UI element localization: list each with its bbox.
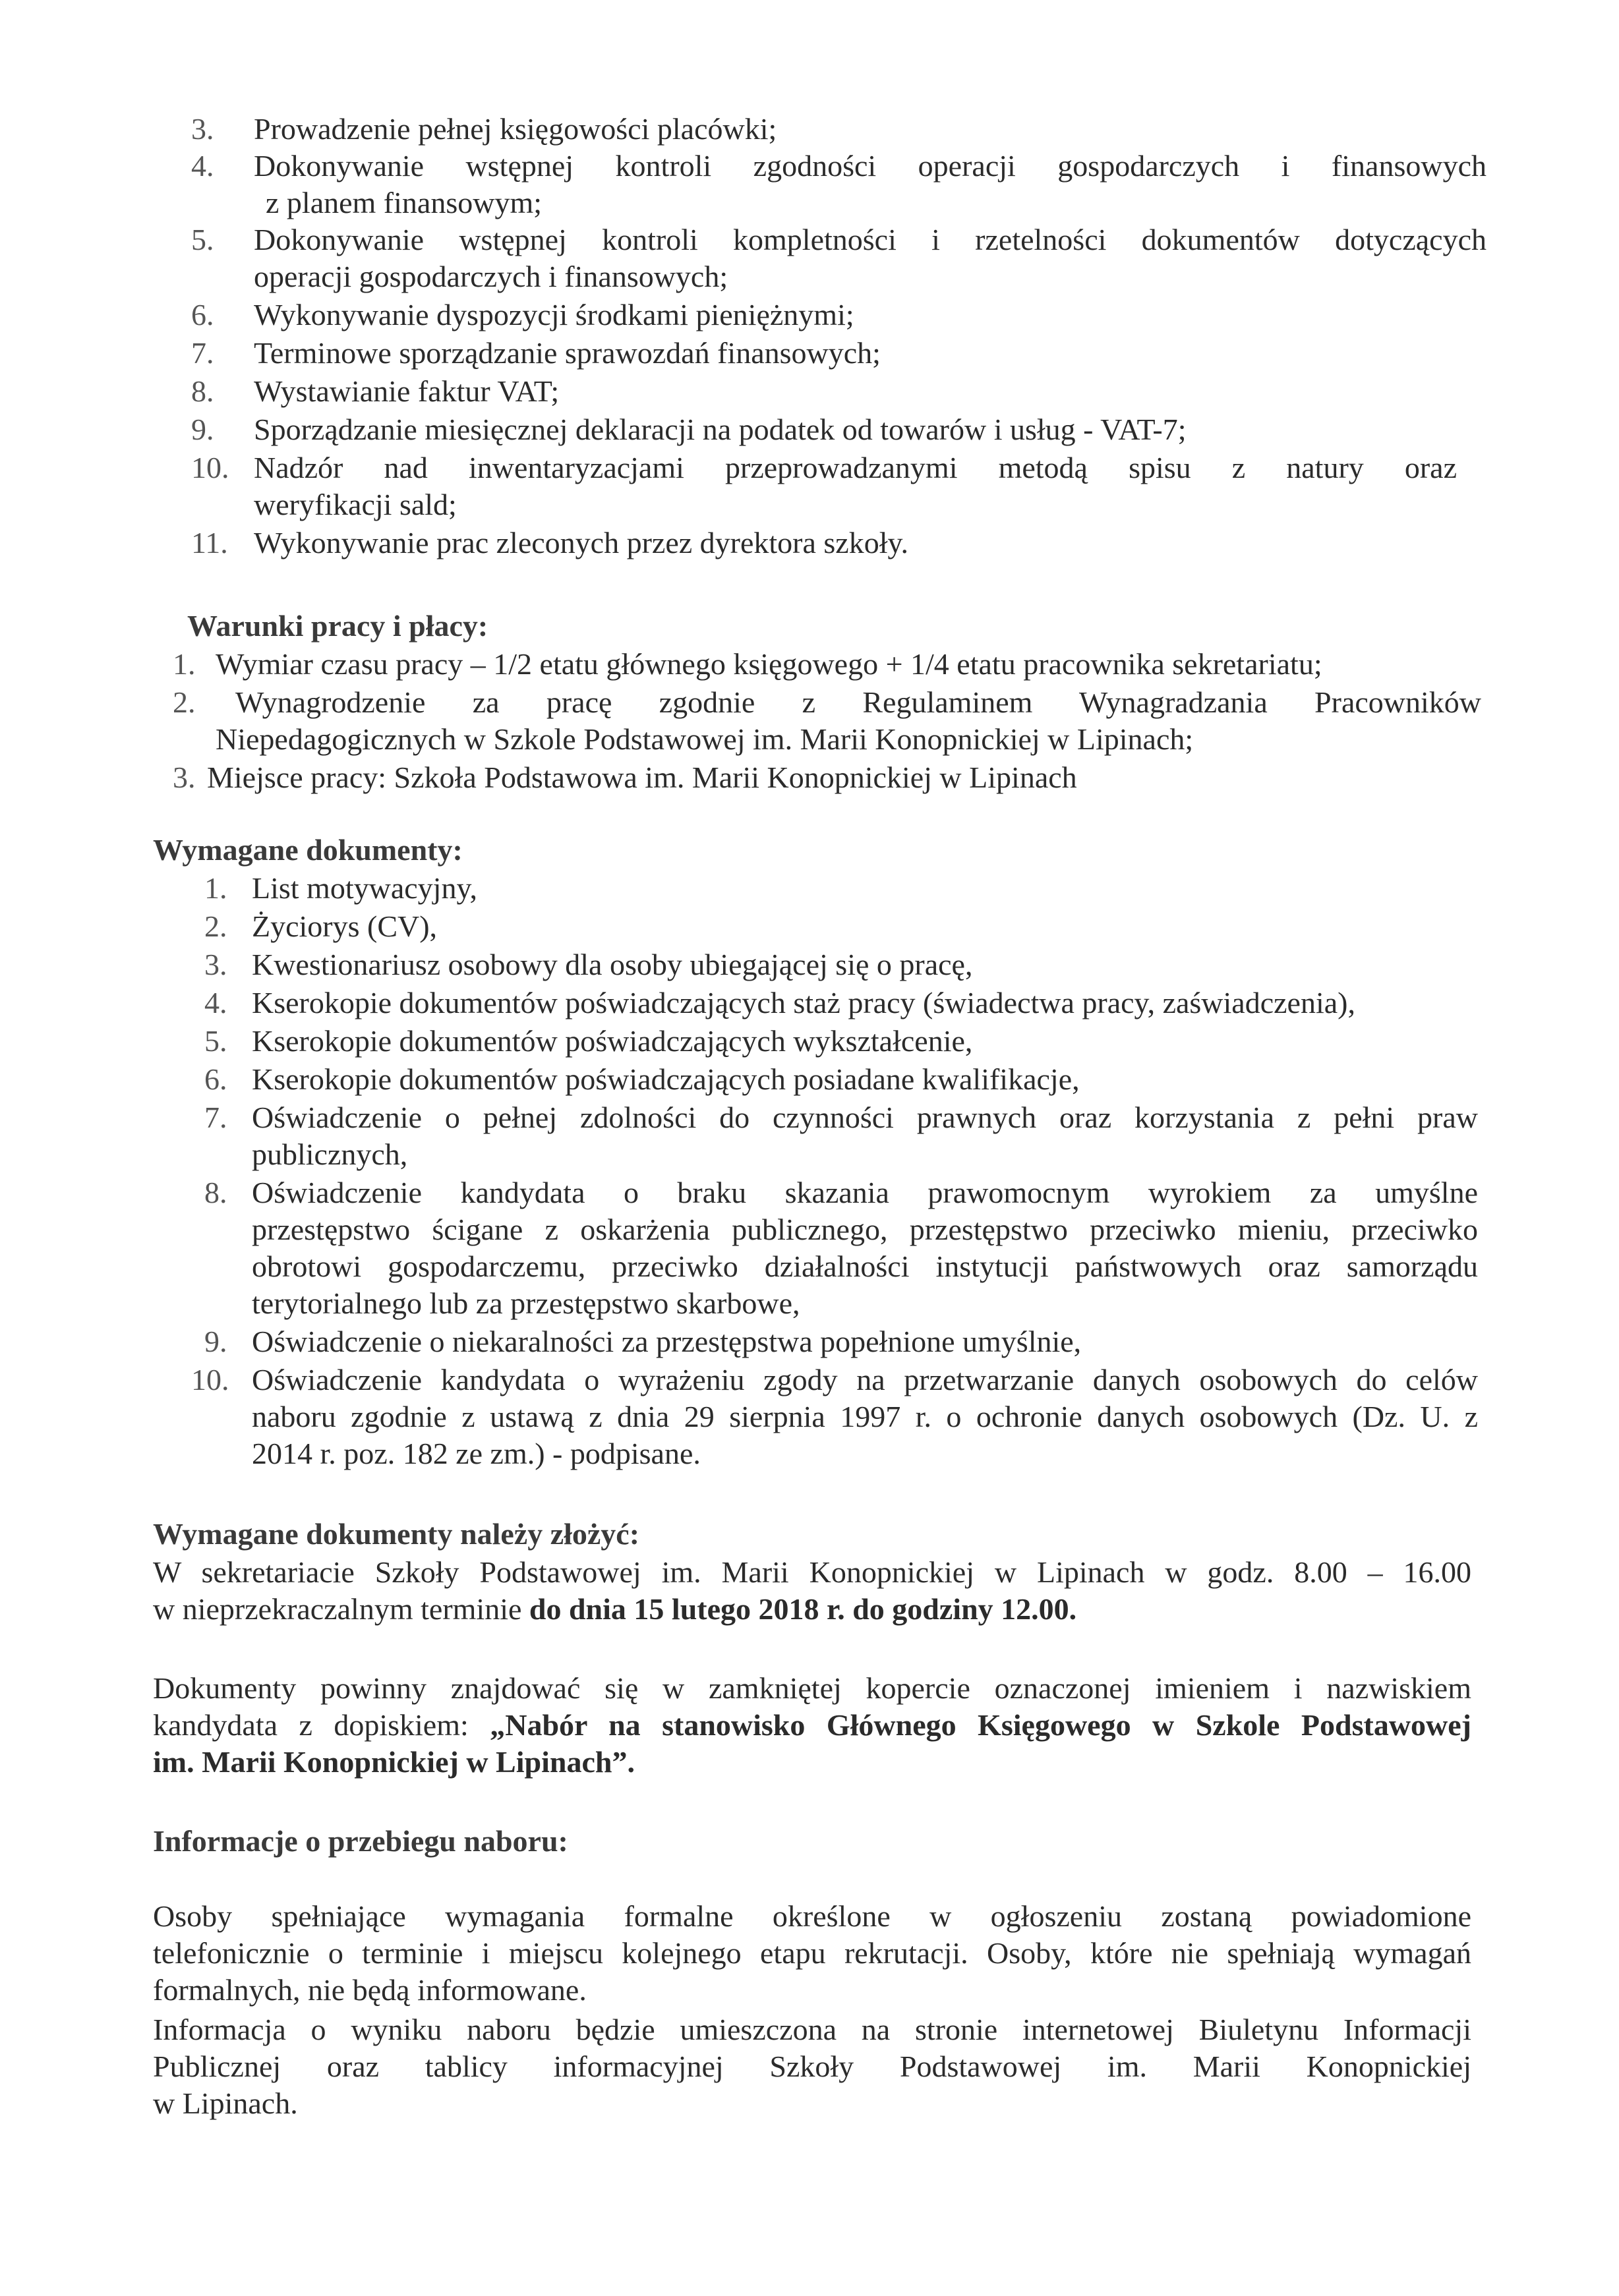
section-heading: Informacje o przebiegu naboru: [153,1824,568,1858]
list-item-text: Kserokopie dokumentów poświadczających staż pracy (świadectwa pracy, zaświadczenia), [252,986,1355,1019]
list-item-text: Oświadczenie kandydata o braku skazania prawomocnym wyrokiem za umyślne [252,1176,1478,1209]
list-item: 11. Wykonywanie prac zleconych przez dyrektora szkoły. [191,525,1487,561]
list-item-text: Kserokopie dokumentów poświadczających posiadane kwalifikacje, [252,1062,1080,1096]
list-item-text: Niepedagogicznych w Szkole Podstawowej im. Marii Konopnickiej w Lipinach; [216,722,1194,756]
paragraph-line: telefonicznie o terminie i miejscu kolejnego etapu rekrutacji. Osoby, które nie spełniają wymagań [153,1936,1471,1970]
recruitment-paragraph-2 [153,2011,1471,2122]
list-item-text: Sporządzanie miesięcznej deklaracji na podatek od towarów i usług - VAT-7; [254,413,1187,446]
list-item-text: Wymiar czasu pracy – 1/2 etatu głównego księgowego + 1/4 etatu pracownika sekretariatu; [216,647,1322,681]
list-item-text: Dokonywanie wstępnej kontroli zgodności operacji gospodarczych i finansowych [254,149,1487,183]
paragraph-line [153,1591,1471,1628]
list-item: 7. Oświadczenie o pełnej zdolności do czynności prawnych oraz korzystania z pełni praw publicznych, [204,1099,1478,1173]
list-item-text: Oświadczenie o niekaralności za przestępstwa popełnione umyślnie, [252,1325,1082,1358]
list-item: 6. Kserokopie dokumentów poświadczających posiadane kwalifikacje, [204,1061,1478,1098]
list-item-text: Prowadzenie pełnej księgowości placówki; [254,112,777,146]
list-item: 8. Wystawianie faktur VAT; [191,373,1487,410]
list-item-text: Wykonywanie dyspozycji środkami pieniężnymi; [254,298,854,331]
list-item: 10. Nadzór nad inwentaryzacjami przeprowadzanymi metodą spisu z natury oraz weryfikacji sald; [191,449,1457,523]
list-item-text: Terminowe sporządzanie sprawozdań finansowych; [254,336,881,370]
list-item: 5. Kserokopie dokumentów poświadczających wykształcenie, [204,1023,1478,1060]
list-item-text: Wystawianie faktur VAT; [254,374,560,408]
list-item-text: przestępstwo ścigane z oskarżenia publicznego, przestępstwo przeciwko mieniu, przeciwko [252,1213,1478,1246]
paragraph-line [153,1707,1471,1744]
list-item: 3. Kwestionariusz osobowy dla osoby ubiegającej się o pracę, [204,946,1478,983]
list-item: 6. Wykonywanie dyspozycji środkami pieniężnymi; [191,297,1487,333]
section-heading: Wymagane dokumenty należy złożyć: [153,1517,640,1551]
list-item: 10. Oświadczenie kandydata o wyrażeniu zgody na przetwarzanie danych osobowych do celów naboru zgodnie z ustawą z dnia 29 sierpnia 1997 r. o ochronie danych osobowych (Dz. U. z 2014 r. poz. 182 ze zm.) - podpisane. [191,1362,1478,1472]
list-item: 9. Oświadczenie o niekaralności za przestępstwa popełnione umyślnie, [204,1323,1478,1360]
envelope-label-text: „Nabór na stanowisko Głównego Księgowego w Szkole Podstawowej [490,1708,1471,1742]
list-item: 3. Miejsce pracy: Szkoła Podstawowa im. Marii Konopnickiej w Lipinach [173,759,1459,796]
deadline-prefix: w nieprzekraczalnym terminie [153,1592,529,1626]
list-item-text: Wynagrodzenie za pracę zgodnie z Regulaminem Wynagradzania Pracowników [235,685,1481,719]
paragraph-line: Dokumenty powinny znajdować się w zamkniętej kopercie oznaczonej imieniem i nazwiskiem [153,1671,1471,1705]
list-item-text: naboru zgodnie z ustawą z dnia 29 sierpnia 1997 r. o ochronie danych osobowych (Dz. U. z [252,1400,1478,1433]
list-item-text: Nadzór nad inwentaryzacjami przeprowadzanymi metodą spisu z natury oraz [254,451,1457,484]
recruitment-paragraph-1 [153,1898,1471,2009]
paragraph-line: Osoby spełniające wymagania formalne określone w ogłoszeniu zostaną powiadomione [153,1899,1471,1933]
list-item: 5. Dokonywanie wstępnej kontroli kompletności i rzetelności dokumentów dotyczących operacji gospodarczych i finansowych; [191,221,1487,295]
list-item-text: Miejsce pracy: Szkoła Podstawowa im. Marii Konopnickiej w Lipinach [207,761,1077,794]
paragraph-line: Informacja o wyniku naboru będzie umieszczona na stronie internetowej Biuletynu Informacji [153,2013,1471,2046]
envelope-paragraph [153,1670,1471,1781]
list-item-text: Kwestionariusz osobowy dla osoby ubiegającej się o pracę, [252,948,973,981]
paragraph-line: W sekretariacie Szkoły Podstawowej im. Marii Konopnickiej w Lipinach w godz. 8.00 – 16.00 [153,1555,1471,1589]
list-item-text: Życiorys (CV), [252,909,438,943]
list-item-text: 2014 r. poz. 182 ze zm.) - podpisane. [252,1437,701,1470]
list-item-text: publicznych, [252,1137,408,1171]
list-item: 2. Życiorys (CV), [204,908,1478,945]
list-item: 7. Terminowe sporządzanie sprawozdań finansowych; [191,335,1487,372]
section-heading: Wymagane dokumenty: [153,833,463,867]
list-item-text: obrotowi gospodarczemu, przeciwko działalności instytucji państwowych oraz samorządu [252,1249,1478,1283]
paragraph-line [153,1744,1471,1781]
list-item-text: operacji gospodarczych i finansowych; [254,260,728,293]
deadline-text: do dnia 15 lutego 2018 r. do godziny 12.00. [529,1592,1077,1626]
envelope-label-text: im. Marii Konopnickiej w Lipinach”. [153,1745,635,1779]
list-item: 4. Dokonywanie wstępnej kontroli zgodności operacji gospodarczych i finansowych z planem finansowym; [191,148,1487,221]
list-item-text: Oświadczenie o pełnej zdolności do czynności prawnych oraz korzystania z pełni praw [252,1101,1478,1134]
list-item: 4. Kserokopie dokumentów poświadczających staż pracy (świadectwa pracy, zaświadczenia), [204,985,1478,1021]
submission-paragraph [153,1554,1471,1628]
list-item: 8. Oświadczenie kandydata o braku skazania prawomocnym wyrokiem za umyślne przestępstwo ścigane z oskarżenia publicznego, przestępstwo przeciwko mieniu, przeciwko obrotowi gospodarczemu, przeciwko działalności instytucji państwowych oraz samorządu terytorialnego lub za przestępstwo skarbowe, [204,1174,1478,1322]
list-item-text: weryfikacji sald; [254,488,457,521]
list-item-text: z planem finansowym; [266,186,543,219]
list-item-text: Wykonywanie prac zleconych przez dyrektora szkoły. [254,526,909,560]
paragraph-line: formalnych, nie będą informowane. [153,1973,587,2007]
list-item: 1. List motywacyjny, [204,870,1478,907]
envelope-prefix: kandydata z dopiskiem: [153,1708,490,1742]
list-item-text: Kserokopie dokumentów poświadczających wykształcenie, [252,1024,973,1058]
paragraph-line: w Lipinach. [153,2086,298,2120]
list-item: 3. Prowadzenie pełnej księgowości placówki; [191,111,1487,148]
list-item-text: terytorialnego lub za przestępstwo skarbowe, [252,1286,800,1320]
list-item: 1. Wymiar czasu pracy – 1/2 etatu głównego księgowego + 1/4 etatu pracownika sekretariatu; [173,646,1468,683]
list-item: 9. Sporządzanie miesięcznej deklaracji na podatek od towarów i usług - VAT-7; [191,411,1487,448]
list-item-text: Dokonywanie wstępnej kontroli kompletności i rzetelności dokumentów dotyczących [254,223,1487,256]
section-heading: Warunki pracy i płacy: [187,609,488,643]
paragraph-line: Publicznej oraz tablicy informacyjnej Szkoły Podstawowej im. Marii Konopnickiej [153,2050,1471,2083]
list-item-text: List motywacyjny, [252,871,477,905]
list-item-text: Oświadczenie kandydata o wyrażeniu zgody na przetwarzanie danych osobowych do celów [252,1363,1478,1396]
list-item: 2. Wynagrodzenie za pracę zgodnie z Regulaminem Wynagradzania Pracowników Niepedagogicznych w Szkole Podstawowej im. Marii Konopnickiej w Lipinach; [173,684,1481,758]
